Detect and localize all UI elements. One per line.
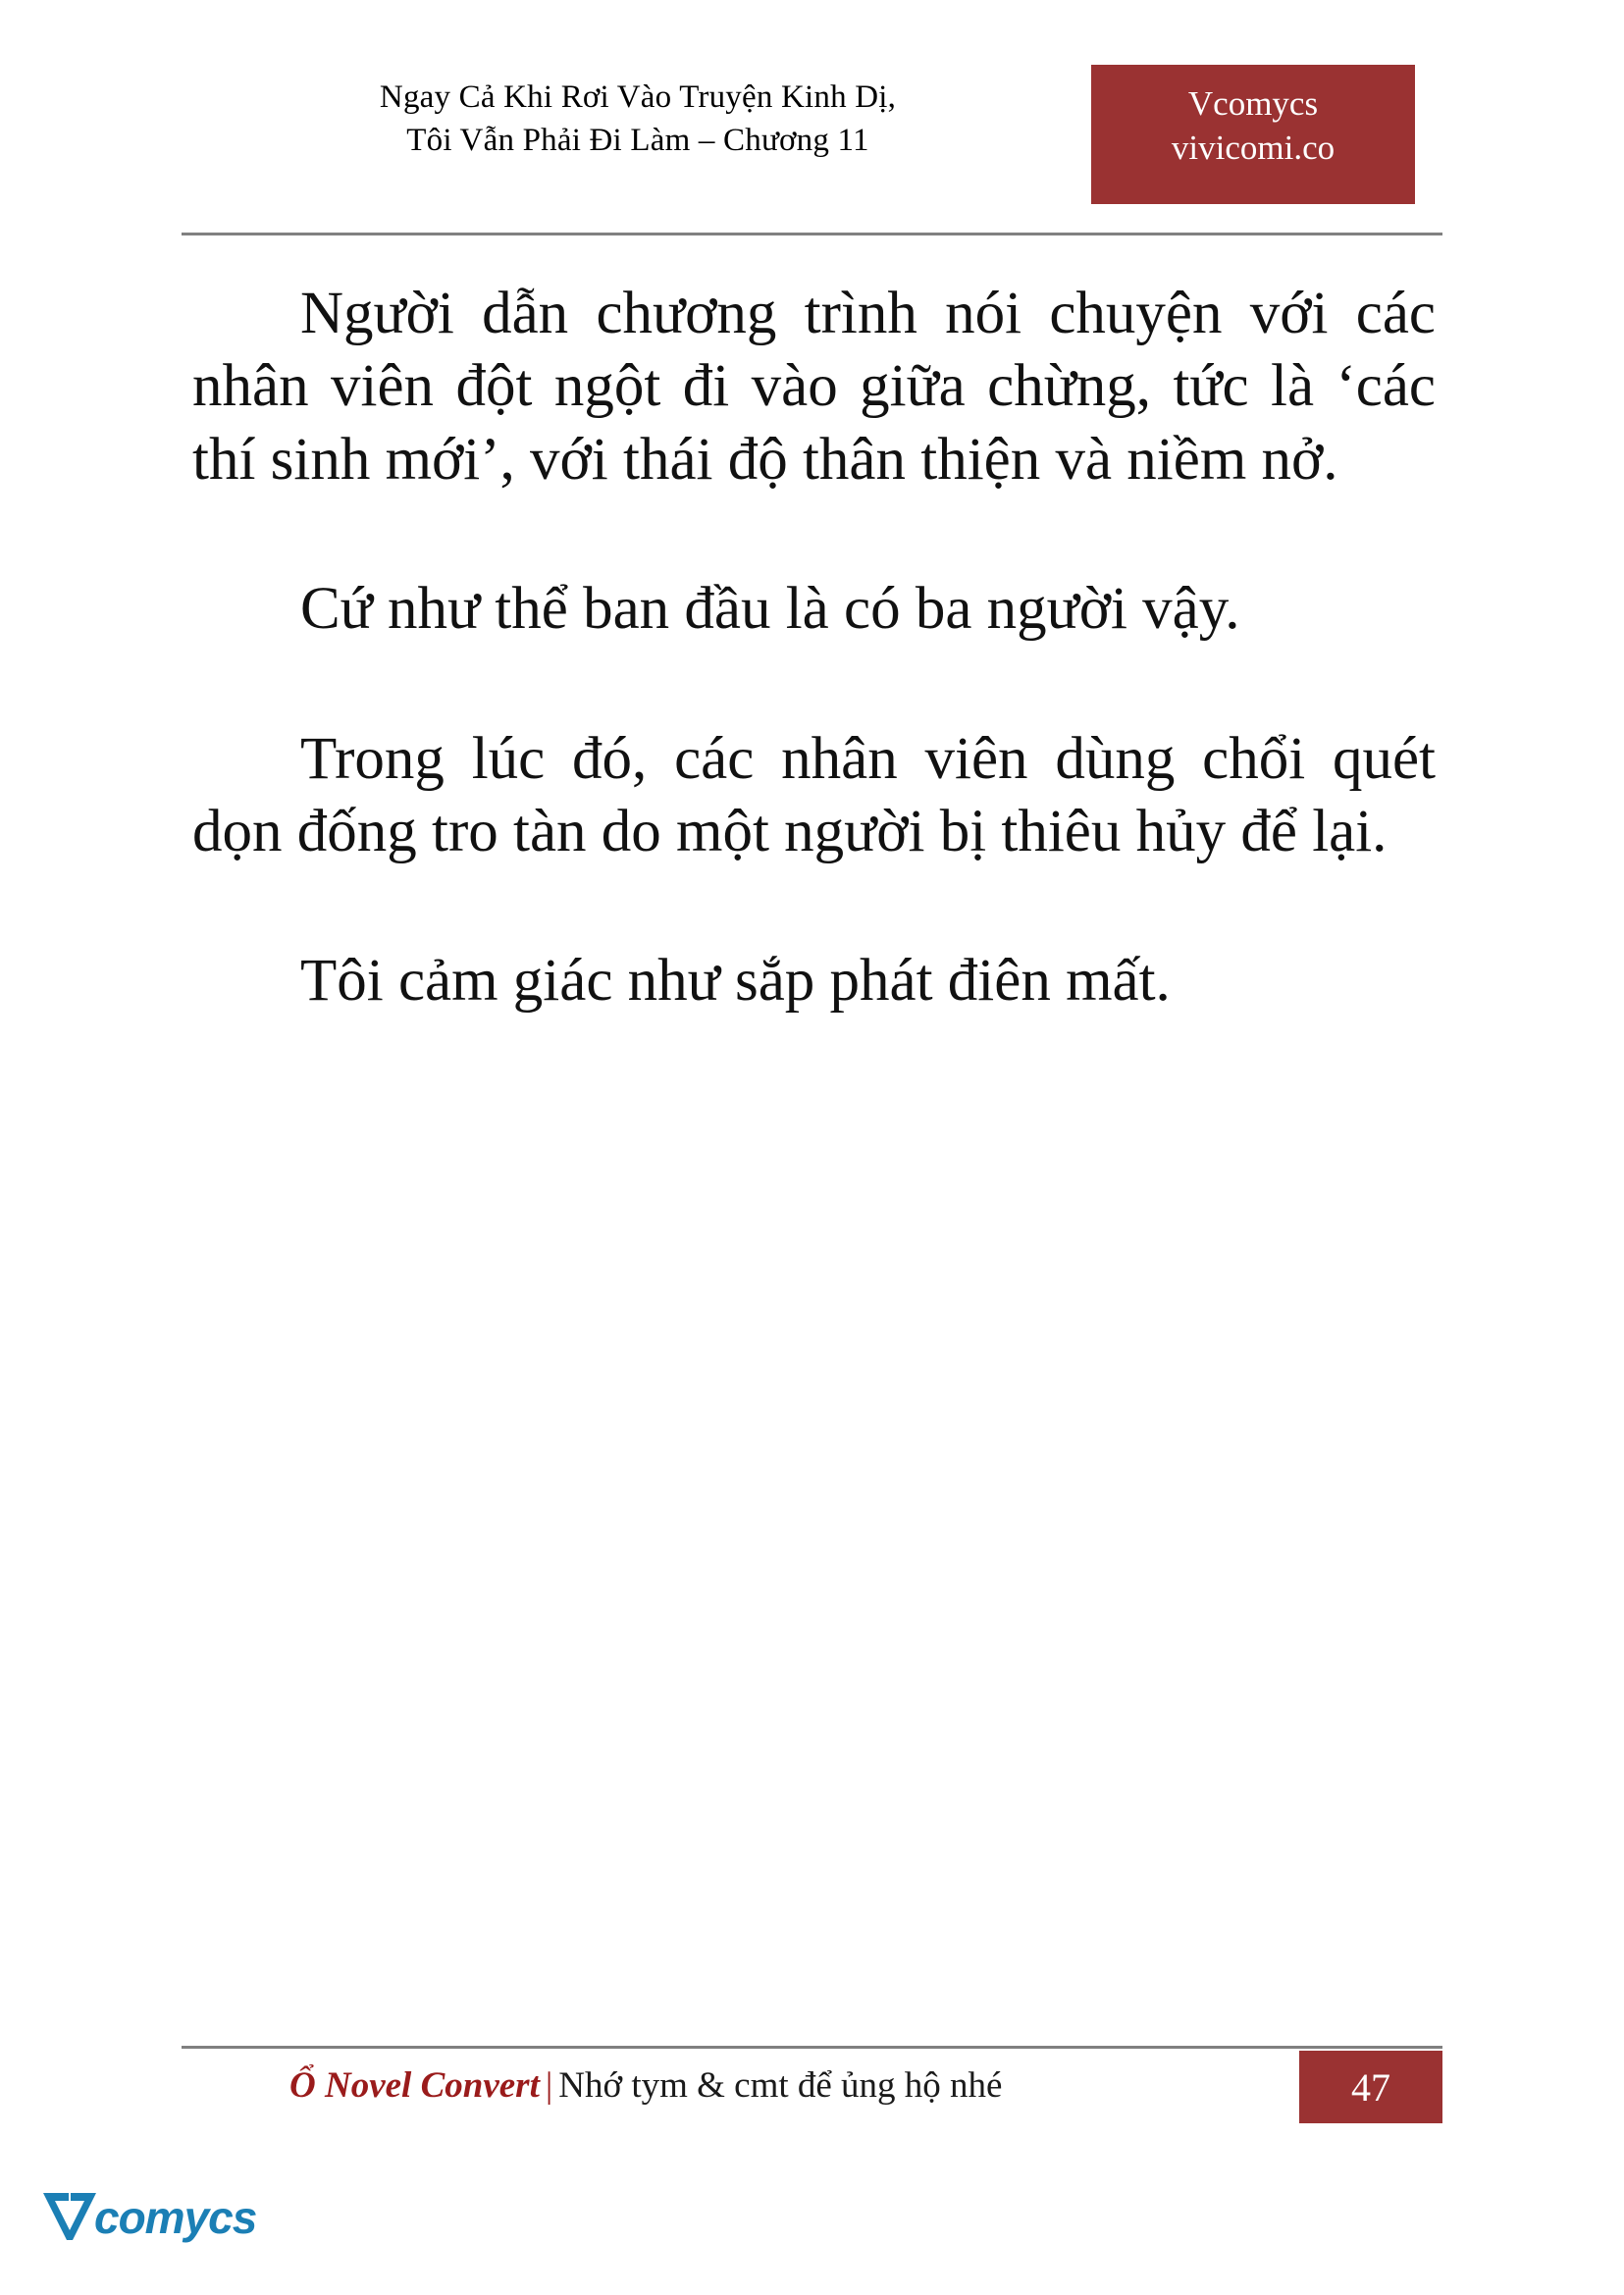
watermark-text: comycs xyxy=(94,2192,257,2243)
vcomycs-logo-icon xyxy=(39,2187,100,2244)
page-header xyxy=(182,77,1416,234)
watermark-logo xyxy=(39,2183,265,2257)
footer-credit xyxy=(289,2064,1002,2107)
paragraph: Trong lúc đó, các nhân viên dùng chổi quét dọn đống tro tàn do một người bị thiêu hủy để lại. xyxy=(192,725,1436,865)
header-title xyxy=(182,77,1094,162)
header-title-line-2: Tôi Vẫn Phải Đi Làm – Chương 11 xyxy=(406,122,869,158)
footer-separator: | xyxy=(545,2065,553,2106)
footer-note: Nhớ tym & cmt để ủng hộ nhé xyxy=(558,2065,1003,2106)
paragraph: Người dẫn chương trình nói chuyện với các nhân viên đột ngột đi vào giữa chừng, tức là ‘các thí sinh mới’, với thái độ thân thiện và niềm nở. xyxy=(192,281,1436,493)
site-badge-url: vivicomi.co xyxy=(1171,128,1336,167)
footer-brand: Ổ Novel Convert xyxy=(289,2065,540,2106)
header-title-line-1: Ngay Cả Khi Rơi Vào Truyện Kinh Dị, xyxy=(379,79,897,115)
paragraph: Tôi cảm giác như sắp phát điên mất. xyxy=(300,948,1171,1015)
page-content xyxy=(192,278,1436,1095)
page-number: 47 xyxy=(1351,2064,1390,2110)
site-badge-name: Vcomycs xyxy=(1187,84,1319,123)
header-divider xyxy=(182,233,1442,235)
footer-divider xyxy=(182,2046,1442,2049)
paragraph: Cứ như thể ban đầu là có ba người vậy. xyxy=(300,576,1240,643)
page-number-badge xyxy=(1299,2051,1442,2123)
site-badge xyxy=(1091,65,1415,204)
page-footer xyxy=(182,2057,1442,2121)
